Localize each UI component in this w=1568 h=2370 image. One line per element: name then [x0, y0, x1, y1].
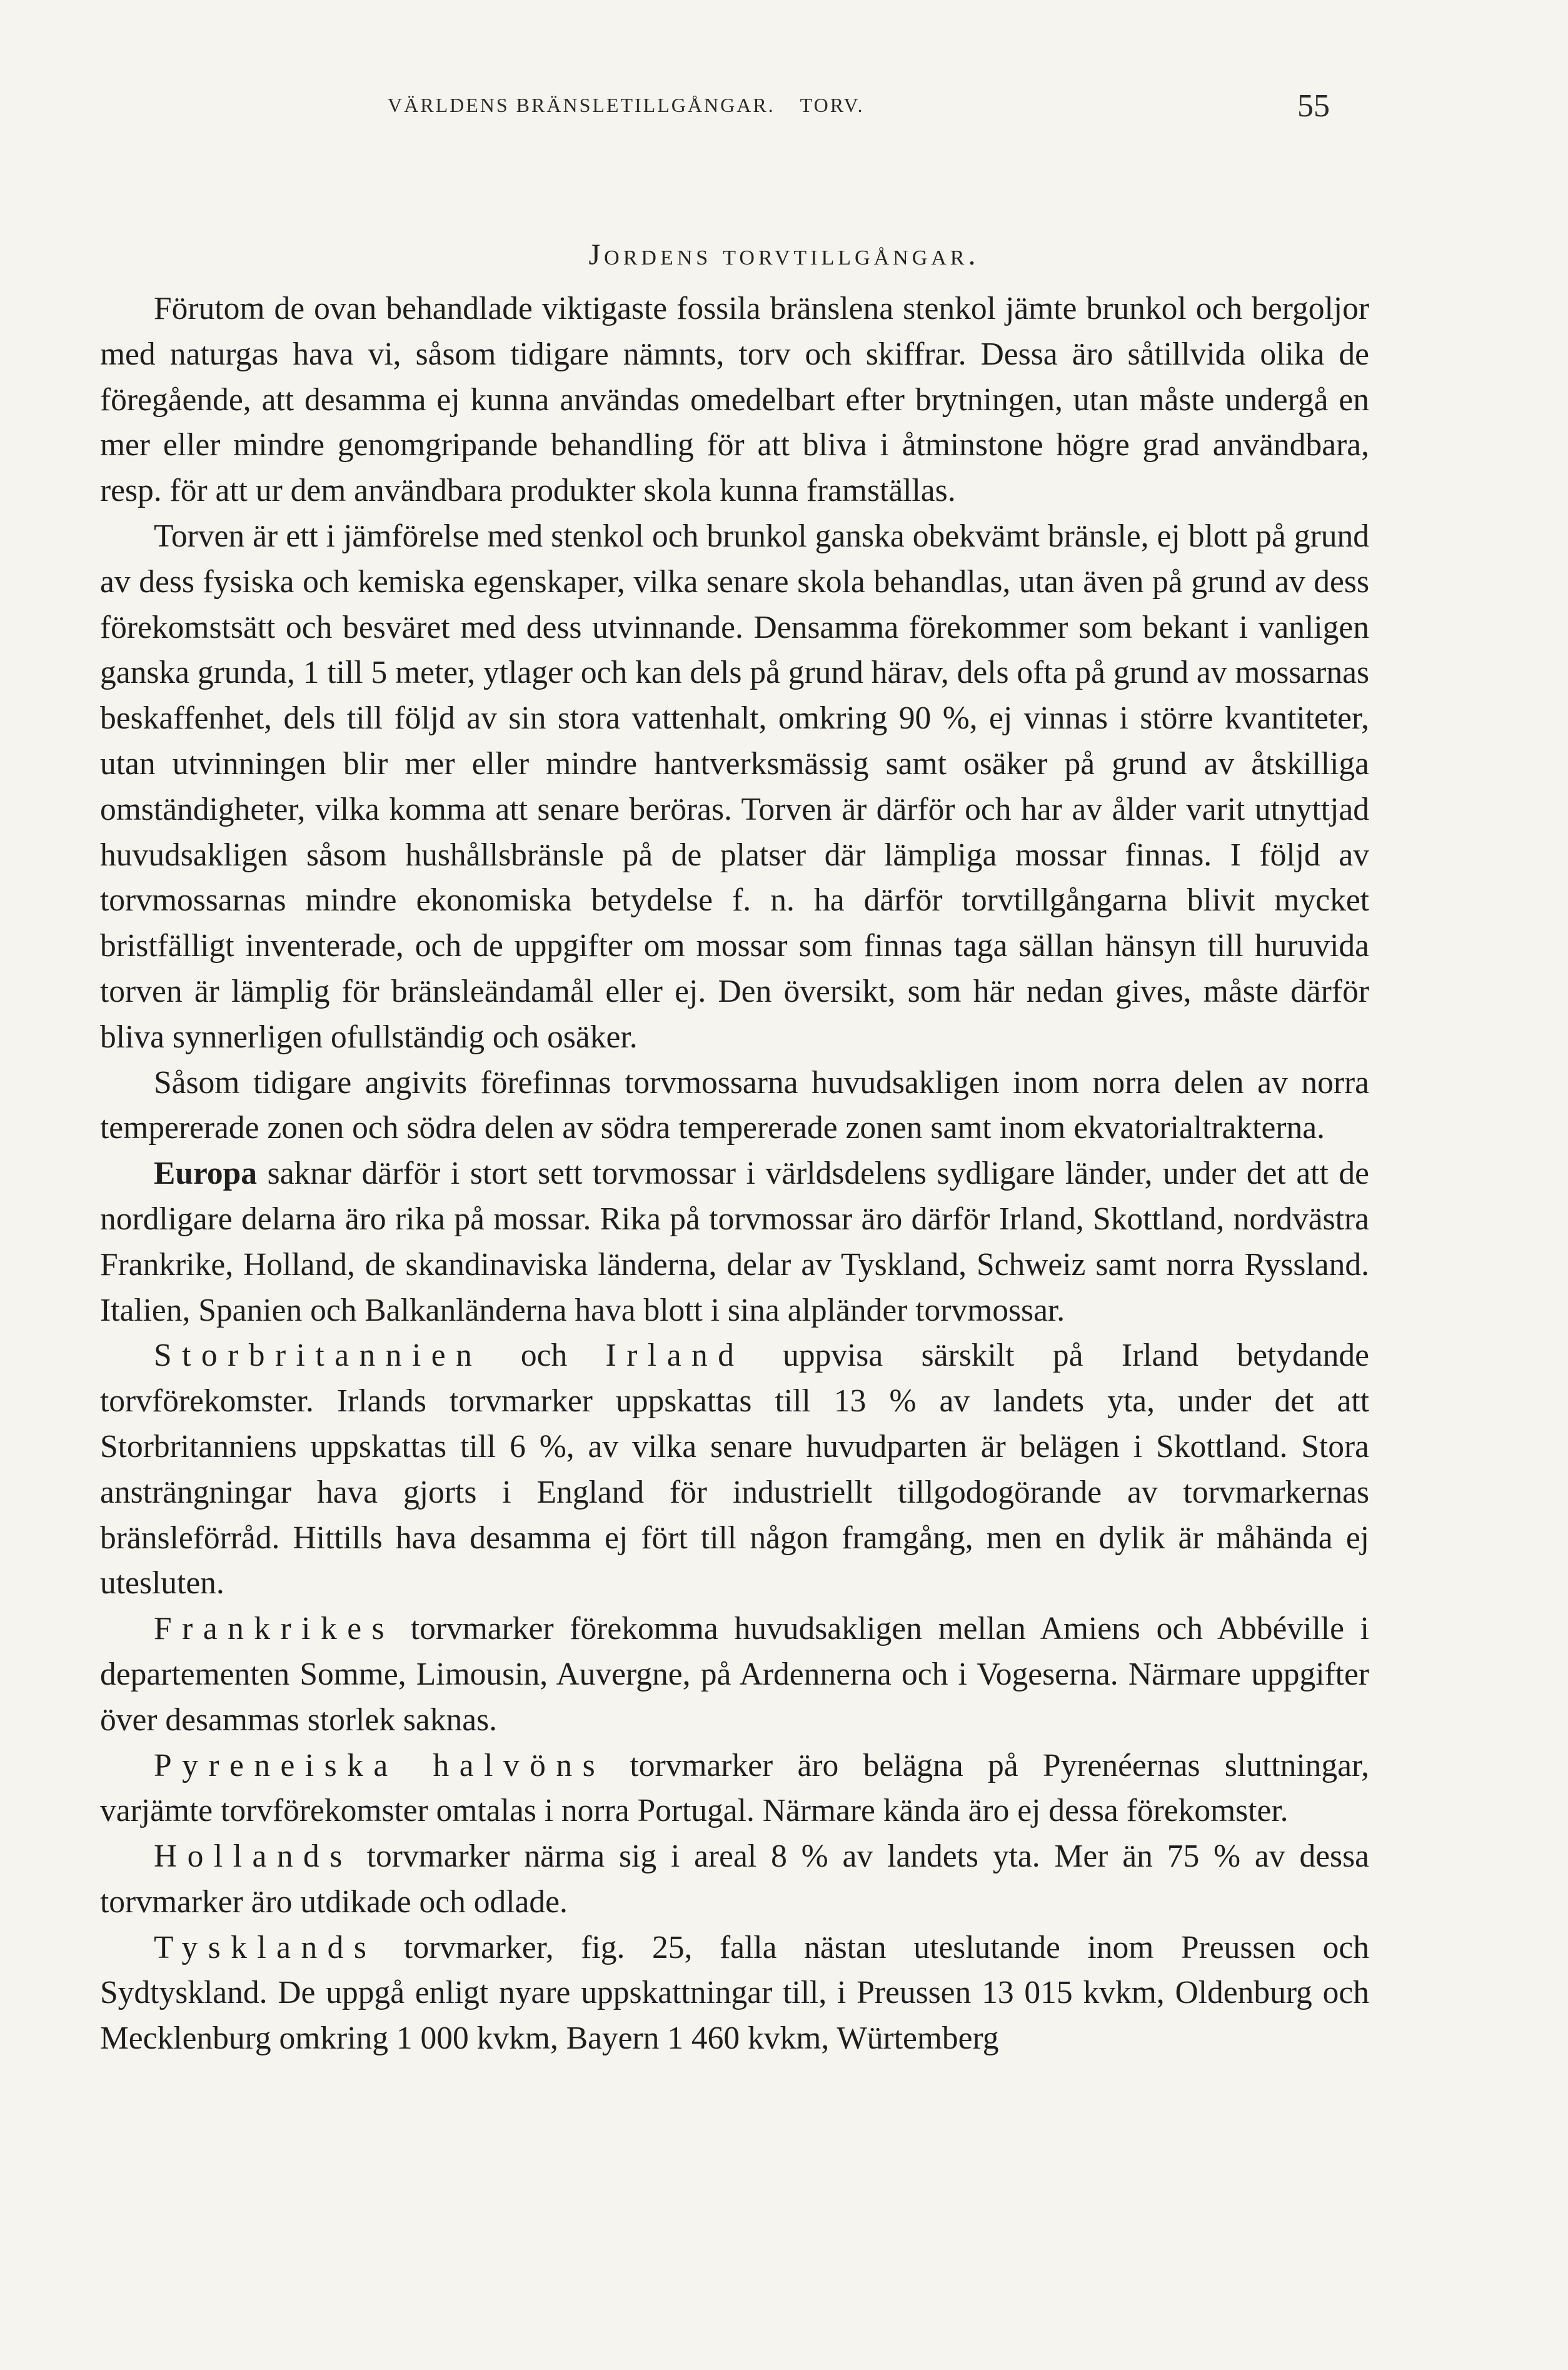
paragraph-intro — [100, 286, 1369, 514]
page-number: 55 — [1297, 88, 1330, 124]
paragraph-europa — [100, 1151, 1369, 1333]
paragraph-text: saknar därför i stort sett torvmossar i världsdelens sydligare länder, under det att de nordligare delarna äro rika på mossar. Rika på torvmossar äro därför Irland, Skottland, nordvästra Frankrike, Holland, de skandinaviska länderna, delar av Tyskland, Schweiz samt norra Ryssland. Italien, Spanien och Balkanländerna hava blott i sina alpländer torvmossar. — [100, 1156, 1369, 1328]
paragraph-lead: Tysklands — [154, 1929, 377, 1965]
paragraph-storbritannien — [100, 1333, 1369, 1606]
paragraph-text: Såsom tidigare angivits förefinnas torvmossarna huvudsakligen inom norra delen av norra tempererade zonen och södra delen av södra tempererade zonen samt inom ekvatorialtrakterna. — [100, 1064, 1369, 1146]
paragraph-lead: Europa — [154, 1156, 258, 1192]
paragraph-lead: Storbritannien — [154, 1338, 483, 1374]
running-head — [388, 94, 865, 117]
paragraph-text: Förutom de ovan behandlade viktigaste fossila bränslena stenkol jämte brunkol och bergoljor med naturgas hava vi, såsom tidigare nämnts, torv och skiffrar. Dessa äro såtillvida olika de föregående, att desamma ej kunna användas omedelbart efter brytningen, utan måste undergå en mer eller mindre genomgripande behandling för att bliva i åtminstone högre grad användbara, resp. för att ur dem användbara produkter skola kunna framställas. — [100, 291, 1369, 509]
paragraph-text: torvmarker, fig. 25, falla nästan uteslutande inom Preussen och Sydtyskland. De uppgå enligt nyare uppskattningar till, i Preussen 13 015 kvkm, Oldenburg och Mecklenburg omkring 1 000 kvkm, Bayern 1 460 kvkm, Würtemberg — [100, 1929, 1369, 2057]
paragraph-lead: Irland — [605, 1338, 745, 1374]
paragraph-pyreneiska — [100, 1743, 1369, 1835]
paragraph-holland — [100, 1834, 1369, 1925]
paragraph-text: uppvisa särskilt på Irland betydande torvförekomster. Irlands torvmarker uppskattas till 13 % av landets yta, under det att Storbritanniens uppskattas till 6 %, av vilka senare huvudparten är belägen i Skottland. Stora ansträngningar hava gjorts i England för industriellt tillgodogörande av torvmarkernas bränsleförråd. Hittills hava desamma ej fört till någon framgång, men en dylik är måhända ej utesluten. — [100, 1338, 1369, 1601]
paragraph-torven — [100, 514, 1369, 1061]
paragraph-text: torvmarker äro belägna på Pyrenéernas sluttningar, varjämte torvförekomster omtalas i norra Portugal. Närmare kända äro ej dessa förekomster. — [100, 1747, 1369, 1829]
paragraph-connector: och — [482, 1338, 606, 1374]
body-text — [100, 286, 1369, 2062]
paragraph-frankrike — [100, 1606, 1369, 1743]
paragraph-tyskland — [100, 1925, 1369, 2062]
paragraph-distribution — [100, 1061, 1369, 1152]
paragraph-lead: Frankrikes — [154, 1611, 395, 1647]
paragraph-text: torvmarker närma sig i areal 8 % av landets yta. Mer än 75 % av dessa torvmarker äro utdikade och odlade. — [100, 1838, 1369, 1920]
paragraph-text: torvmarker förekomma huvudsakligen mellan Amiens och Abbéville i departementen Somme, Limousin, Auvergne, på Ardennerna och i Vogeserna. Närmare uppgifter över desammas storlek saknas. — [100, 1611, 1369, 1738]
running-title: VÄRLDENS BRÄNSLETILLGÅNGAR. — [388, 94, 775, 116]
running-section: TORV. — [800, 94, 865, 116]
paragraph-text: Torven är ett i jämförelse med stenkol och brunkol ganska obekvämt bränsle, ej blott på grund av dess fysiska och kemiska egenskaper, vilka senare skola behandlas, utan även på grund av dess förekomstsätt och besväret med dess utvinnande. Densamma förekommer som bekant i vanligen ganska grunda, 1 till 5 meter, ytlager och kan dels på grund härav, dels ofta på grund av mossarnas beskaffenhet, dels till följd av sin stora vattenhalt, omkring 90 %, ej vinnas i större kvantiteter, utan utvinningen blir mer eller mindre hantverksmässig samt osäker på grund av åtskilliga omständigheter, vilka komma att senare beröras. Torven är därför och har av ålder varit utnyttjad huvudsakligen såsom hushållsbränsle på de platser där lämpliga mossar finnas. I följd av torvmossarnas mindre ekonomiska betydelse f. n. ha därför torvtillgångarna blivit mycket bristfälligt inventerade, och de uppgifter om mossar som finnas taga sällan hänsyn till huruvida torven är lämplig för bränsleändamål eller ej. Den översikt, som här nedan gives, måste därför bliva synnerligen ofullständig och osäker. — [100, 518, 1369, 1055]
chapter-title: Jordens torvtillgångar. — [588, 238, 980, 271]
paragraph-lead: Pyreneiska halvöns — [154, 1747, 606, 1783]
paragraph-lead: Hollands — [154, 1838, 353, 1875]
